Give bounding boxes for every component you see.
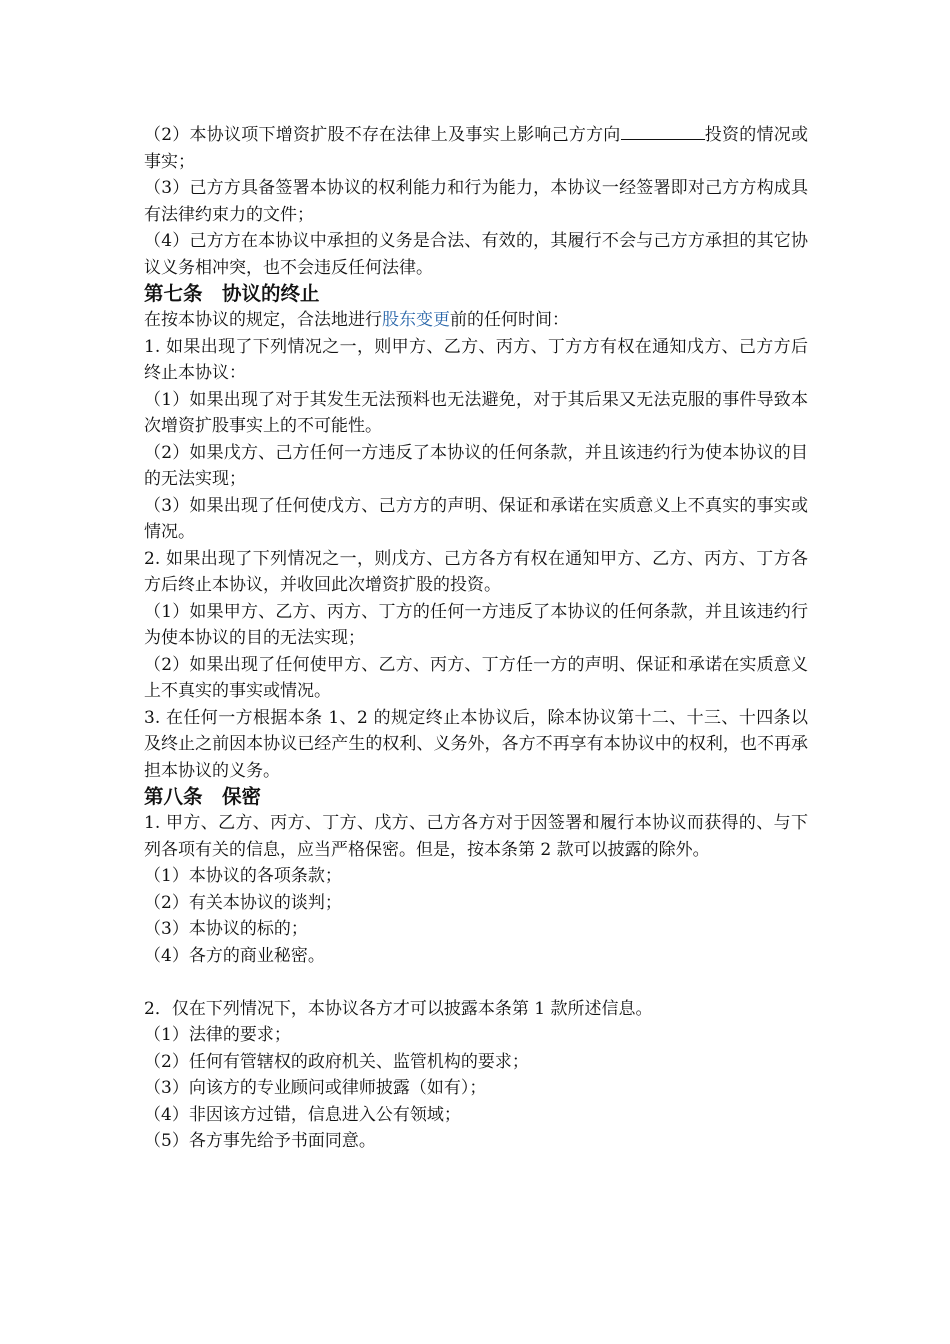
section-8-para-1-item: （3）本协议的标的； xyxy=(144,919,308,939)
section-8-title: 第八条 保密 xyxy=(144,785,262,808)
clause-6-item-2 xyxy=(144,122,808,175)
section-7-para-1-item-2: （2）如果戊方、己方任何一方违反了本协议的任何条款，并且该违约行为使本协议的目的无法实现； xyxy=(144,442,808,489)
section-8-para-2: 2．仅在下列情况下，本协议各方才可以披露本条第 1 款所述信息。 xyxy=(144,998,653,1019)
section-7-para-3: 3. 在任何一方根据本条 1、2 的规定终止本协议后，除本协议第十二、十三、十四条以及终止之前因本协议已经产生的权利、义务外，各方不再享有本协议中的权利，也不再承担本协议的义务。 xyxy=(144,707,808,781)
clause-text: 在按本协议的规定，合法地进行 xyxy=(144,310,382,330)
section-8-para-2-item: （1）法律的要求； xyxy=(144,1025,291,1045)
section-7-intro xyxy=(144,307,808,334)
clause-text: 前的任何时间： xyxy=(450,310,569,330)
section-7-para-1-item-1: （1）如果出现了对于其发生无法预料也无法避免，对于其后果又无法克服的事件导致本次增资扩股事实上的不可能性。 xyxy=(144,389,808,436)
section-8-para-1-item: （2）有关本协议的谈判； xyxy=(144,892,342,913)
section-8-para-1-item: （1）本协议的各项条款； xyxy=(144,866,342,886)
section-8-para-2-item: （4）非因该方过错，信息进入公有领域； xyxy=(144,1104,461,1125)
section-8-para-2-item: （5）各方事先给予书面同意。 xyxy=(144,1131,376,1151)
paragraph-gap xyxy=(144,969,808,996)
section-7-para-2-item-1: （1）如果甲方、乙方、丙方、丁方的任何一方违反了本协议的任何条款，并且该违约行为使本协议的目的无法实现； xyxy=(144,601,808,648)
shareholder-change-link[interactable]: 股东变更 xyxy=(382,310,450,330)
section-7-para-2-item-2: （2）如果出现了任何使甲方、乙方、丙方、丁方任一方的声明、保证和承诺在实质意义上不真实的事实或情况。 xyxy=(144,654,808,701)
clause-text: 投资的情况或事实； xyxy=(144,125,808,172)
clause-text: （2）本协议项下增资扩股不存在法律上及事实上影响己方方向 xyxy=(144,125,621,145)
document-page xyxy=(144,122,808,1155)
section-8-para-1: 1. 甲方、乙方、丙方、丁方、戊方、己方各方对于因签署和履行本协议而获得的、与下列各项有关的信息，应当严格保密。但是，按本条第 2 款可以披露的除外。 xyxy=(144,813,808,860)
clause-6-item-4: （4）己方方在本协议中承担的义务是合法、有效的，其履行不会与己方方承担的其它协议义务相冲突，也不会违反任何法律。 xyxy=(144,231,808,278)
section-8-para-1-item: （4）各方的商业秘密。 xyxy=(144,945,325,966)
section-7-title: 第七条 协议的终止 xyxy=(144,282,320,305)
clause-6-item-3: （3）己方方具备签署本协议的权利能力和行为能力，本协议一经签署即对己方方构成具有法律约束力的文件； xyxy=(144,178,808,225)
section-7-para-2: 2. 如果出现了下列情况之一，则戊方、己方各方有权在通知甲方、乙方、丙方、丁方各方后终止本协议，并收回此次增资扩股的投资。 xyxy=(144,548,808,595)
section-8-para-2-item: （3）向该方的专业顾问或律师披露（如有）； xyxy=(144,1078,487,1098)
section-8-para-2-item: （2）任何有管辖权的政府机关、监管机构的要求； xyxy=(144,1051,529,1072)
section-7-para-1-item-3: （3）如果出现了任何使戊方、己方方的声明、保证和承诺在实质意义上不真实的事实或情况。 xyxy=(144,495,808,542)
section-7-para-1: 1. 如果出现了下列情况之一，则甲方、乙方、丙方、丁方方有权在通知戊方、己方方后终止本协议： xyxy=(144,336,808,383)
blank-line xyxy=(621,123,705,140)
